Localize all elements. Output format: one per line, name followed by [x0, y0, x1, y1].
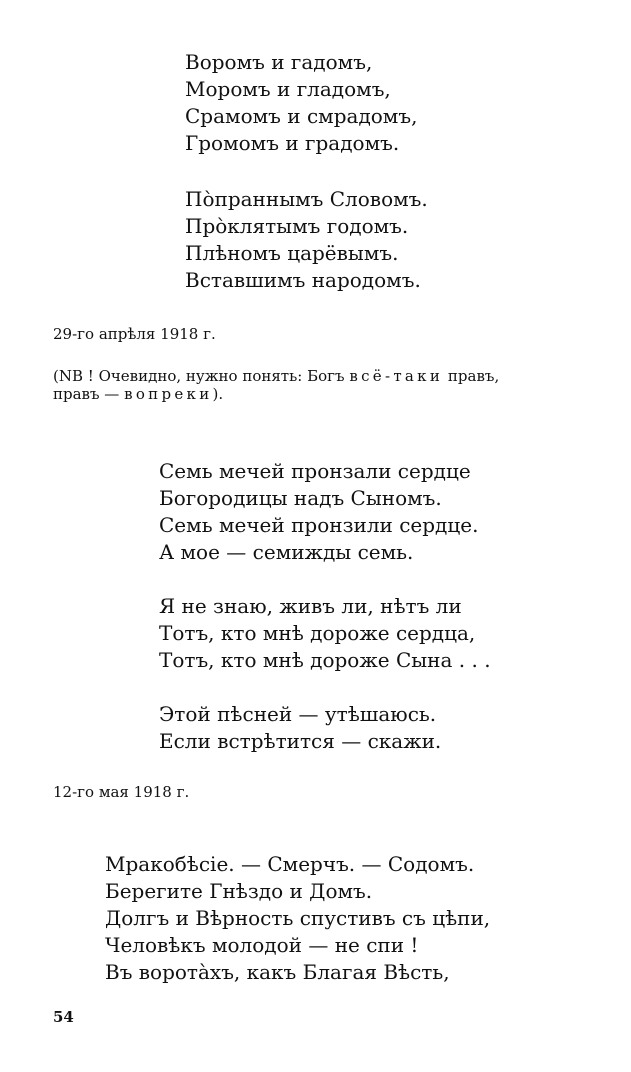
verse-line: Воромъ и гадомъ, — [185, 50, 373, 74]
note-text: правъ — — [53, 385, 125, 403]
note-text: правъ, — [443, 367, 500, 385]
verse-line: Громомъ и градомъ. — [185, 131, 400, 155]
verse-line: Въ воротàхъ, какъ Благая Вѣсть, — [105, 960, 450, 984]
verse-line: Берегите Гнѣздо и Домъ. — [105, 879, 373, 903]
note-text: ). — [212, 385, 224, 403]
verse-line: Тотъ, кто мнѣ дороже сердца, — [159, 621, 476, 645]
verse-line: Тотъ, кто мнѣ дороже Сына . . . — [159, 648, 491, 672]
verse-line: Богородицы надъ Сыномъ. — [159, 486, 442, 510]
verse-line: Этой пѣсней — утѣшаюсь. — [159, 702, 437, 726]
verse-line: Если встрѣтится — скажи. — [159, 729, 442, 753]
verse-line: Я не знаю, живъ ли, нѣтъ ли — [159, 594, 462, 618]
verse-line: Плѣномъ царёвымъ. — [185, 241, 399, 265]
note-emphasis: всё-таки — [349, 367, 444, 385]
verse-line: Моромъ и гладомъ, — [185, 77, 391, 101]
note-emphasis: вопреки — [124, 385, 213, 403]
verse-line: По̀праннымъ Словомъ. — [185, 187, 428, 211]
verse-line: А мое — семижды семь. — [159, 540, 414, 564]
verse-line: Человѣкъ молодой — не спи ! — [105, 933, 419, 957]
verse-line: Срамомъ и смрадомъ, — [185, 104, 418, 128]
verse-line: Вставшимъ народомъ. — [185, 268, 421, 292]
poem-date: 29-го апрѣля 1918 г. — [53, 325, 216, 343]
verse-line: Семь мечей пронзили сердце. — [159, 513, 479, 537]
page-number: 54 — [53, 1008, 74, 1026]
editor-note-line-1 — [53, 367, 499, 385]
editor-note-line-2 — [53, 385, 223, 403]
poem-date: 12-го мая 1918 г. — [53, 783, 190, 801]
verse-line: Про̀клятымъ годомъ. — [185, 214, 409, 238]
note-text: (NB ! Очевидно, нужно понять: Богъ — [53, 367, 350, 385]
verse-line: Долгъ и Вѣрность спустивъ съ цѣпи, — [105, 906, 491, 930]
verse-line: Семь мечей пронзали сердце — [159, 459, 471, 483]
verse-line: Мракобѣсіе. — Смерчъ. — Содомъ. — [105, 852, 475, 876]
